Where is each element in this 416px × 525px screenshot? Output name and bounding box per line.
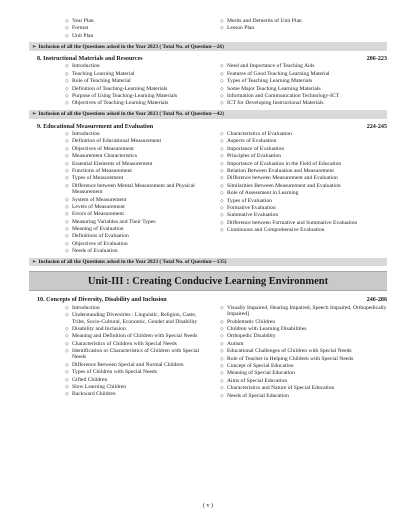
toc-entry	[220, 348, 387, 354]
toc-entry-text: Characteristics of Children with Special Needs	[72, 340, 177, 347]
diamond-bullet-icon: ◇	[220, 100, 224, 106]
chapter-9	[29, 124, 387, 267]
toc-entry	[65, 204, 202, 210]
diamond-bullet-icon: ◇	[65, 18, 69, 23]
toc-entry	[65, 391, 202, 397]
toc-entry-text: Needs of Evaluation	[72, 248, 118, 255]
diamond-bullet-icon: ◇	[220, 204, 224, 210]
chapter-9-left-list	[29, 131, 208, 256]
toc-entry	[220, 341, 387, 347]
toc-entry-text: Disability and Inclusion	[72, 325, 126, 332]
summary-text: Inclusion of all the Questions asked in the Year 2023 ( Total No. of Question—26)	[38, 43, 224, 50]
toc-entry	[220, 93, 387, 99]
toc-entry-text: Needs of Special Education	[227, 392, 289, 399]
diamond-bullet-icon: ◇	[220, 370, 224, 376]
toc-entry-text: Levels of Measurement	[72, 203, 125, 210]
diamond-bullet-icon: ◇	[220, 131, 224, 137]
toc-entry	[220, 356, 387, 362]
diamond-bullet-icon: ◇	[220, 333, 224, 339]
toc-entry	[65, 63, 202, 69]
chapter-title: 9. Educational Measurement and Evaluation	[37, 123, 154, 130]
chapter-10	[29, 297, 387, 399]
toc-entry-text: Types of Children with Special Needs	[72, 369, 157, 376]
toc-entry-text: Introduction	[72, 63, 100, 70]
toc-entry-text: Aspects of Evaluation	[227, 138, 277, 145]
diamond-bullet-icon: ◇	[65, 168, 69, 174]
toc-entry-text: Gifted Children	[72, 376, 108, 383]
page-number: ( v )	[203, 503, 213, 509]
toc-entry-text: Measurement Characteristics	[72, 153, 138, 160]
chapter-pages: 224-245	[366, 123, 387, 130]
toc-entry	[65, 153, 202, 159]
chapter-title: 10. Concepts of Diversity, Disability and Inclusion	[37, 297, 167, 304]
toc-entry	[65, 33, 202, 39]
diamond-bullet-icon: ◇	[220, 168, 224, 174]
diamond-bullet-icon: ◇	[220, 355, 224, 361]
toc-entry-text: Role of Teacher in Helping Children with Special Needs	[227, 355, 354, 362]
toc-entry-text: Role of Teaching Material	[72, 78, 131, 85]
diamond-bullet-icon: ◇	[220, 145, 224, 151]
toc-entry	[220, 86, 387, 92]
toc-entry	[65, 233, 202, 239]
toc-entry-text: Orthopedic Disability	[227, 333, 276, 340]
diamond-bullet-icon: ◇	[65, 70, 69, 76]
toc-entry-text: Summative Evaluation	[227, 212, 279, 219]
diamond-bullet-icon: ◇	[220, 219, 224, 225]
toc-entry-text: Essential Elements of Measurement	[72, 160, 153, 167]
diamond-bullet-icon: ◇	[220, 227, 224, 233]
toc-entry-text: Importance of Evaluation in the Field of Education	[227, 160, 342, 167]
toc-entry-text: Meaning and Definition of Children with Special Needs	[72, 333, 198, 340]
diamond-bullet-icon: ◇	[65, 145, 69, 151]
diamond-bullet-icon: ◇	[220, 362, 224, 368]
diamond-bullet-icon: ◇	[220, 25, 224, 31]
toc-entry	[220, 205, 387, 211]
toc-entry	[65, 183, 202, 196]
diamond-bullet-icon: ◇	[220, 93, 224, 99]
toc-entry-text: Objectives of Teaching-Learning Materials	[72, 100, 169, 107]
toc-entry	[65, 241, 202, 247]
chapter-9-right-list	[208, 131, 387, 256]
toc-entry	[220, 153, 387, 159]
chapter-7-right-list	[208, 18, 387, 40]
toc-entry-text: Difference between Measurement and Evaluation	[227, 175, 338, 182]
toc-entry-text: Slow Learning Children	[72, 384, 127, 391]
toc-entry-text: Importance of Evaluation	[227, 145, 285, 152]
toc-entry	[220, 168, 387, 174]
diamond-bullet-icon: ◇	[65, 63, 69, 69]
toc-entry-text: Meaning of Special Education	[227, 370, 295, 377]
toc-entry-text: Educational Challenges of Children with Special Needs	[227, 348, 352, 355]
toc-entry	[65, 219, 202, 225]
toc-entry-text: Formative Evaluation	[227, 204, 276, 211]
toc-entry-text: Role of Assessment in Learning	[227, 190, 299, 197]
toc-entry-text: Types of Teaching Learning Materials	[227, 78, 313, 85]
toc-entry-text: Introduction	[72, 304, 100, 311]
toc-entry	[220, 131, 387, 137]
diamond-bullet-icon: ◇	[65, 369, 69, 375]
toc-entry	[220, 393, 387, 399]
toc-entry-text: Autism	[227, 340, 244, 347]
toc-entry	[220, 63, 387, 69]
toc-entry-text: Introduction	[72, 131, 100, 138]
diamond-bullet-icon: ◇	[65, 160, 69, 166]
toc-entry	[220, 363, 387, 369]
toc-entry-text: Information and Communication Technology-ICT	[227, 93, 340, 100]
toc-entry	[220, 71, 387, 77]
toc-entry	[65, 175, 202, 181]
chapter-title: 8. Instructional Materials and Resources	[37, 55, 143, 62]
toc-entry	[65, 348, 202, 361]
toc-entry	[65, 93, 202, 99]
diamond-bullet-icon: ◇	[220, 63, 224, 69]
chapter-8	[29, 56, 387, 119]
toc-entry	[65, 71, 202, 77]
toc-entry-text: Errors of Measurement	[72, 211, 124, 218]
arrow-icon: ➢	[32, 111, 37, 118]
toc-entry-text: Need and Importance of Teaching Aids	[227, 63, 315, 70]
toc-entry-text: Purpose of Using Teaching-Learning Materials	[72, 93, 178, 100]
diamond-bullet-icon: ◇	[65, 131, 69, 137]
toc-entry	[65, 138, 202, 144]
toc-entry	[220, 378, 387, 384]
diamond-bullet-icon: ◇	[65, 376, 69, 382]
chapter-10-heading	[29, 297, 387, 303]
toc-entry	[65, 211, 202, 217]
toc-entry	[65, 341, 202, 347]
diamond-bullet-icon: ◇	[65, 78, 69, 84]
toc-entry	[65, 146, 202, 152]
toc-entry-text: Meaning of Evaluation	[72, 226, 124, 233]
toc-entry-text: Measuring Variables and Their Types	[72, 218, 156, 225]
diamond-bullet-icon: ◇	[220, 212, 224, 218]
diamond-bullet-icon: ◇	[65, 211, 69, 217]
diamond-bullet-icon: ◇	[65, 138, 69, 144]
toc-entry-text: Definitions of Evaluation	[72, 233, 129, 240]
chapter-8-left-list	[29, 63, 208, 107]
toc-entry-text: Year Plan	[72, 18, 94, 24]
toc-entry-text: Functions of Measurement	[72, 168, 132, 175]
toc-entry-text: Features of Good Teaching Learning Material	[227, 70, 330, 77]
toc-entry	[65, 226, 202, 232]
summary-text: Inclusion of all the Questions asked in the Year 2023 ( Total No. of Question—42)	[38, 111, 224, 118]
unit-banner: Unit-III : Creating Conducive Learning Environment	[29, 271, 387, 291]
toc-entry	[220, 319, 387, 325]
toc-entry	[220, 183, 387, 189]
toc-entry-text: Difference between Formative and Summative Evaluation	[227, 219, 358, 226]
toc-entry	[220, 175, 387, 181]
diamond-bullet-icon: ◇	[220, 197, 224, 203]
toc-entry-text: Aims of Special Education	[227, 377, 288, 384]
diamond-bullet-icon: ◇	[220, 153, 224, 159]
diamond-bullet-icon: ◇	[65, 218, 69, 224]
toc-entry-text: Concept of Special Education	[227, 362, 294, 369]
diamond-bullet-icon: ◇	[65, 100, 69, 106]
diamond-bullet-icon: ◇	[220, 385, 224, 391]
toc-entry-text: Visually Impaired, Hearing Impaired, Speech Impaired, Orthopedically Impaired]	[227, 304, 387, 318]
toc-entry	[65, 384, 202, 390]
diamond-bullet-icon: ◇	[65, 175, 69, 181]
toc-entry	[65, 86, 202, 92]
diamond-bullet-icon: ◇	[65, 25, 69, 31]
toc-entry-text: Teaching Learning Material	[72, 70, 135, 77]
toc-entry	[220, 227, 387, 233]
chapter-8-question-summary	[29, 110, 387, 119]
diamond-bullet-icon: ◇	[220, 138, 224, 144]
toc-entry	[220, 326, 387, 332]
toc-entry	[65, 161, 202, 167]
toc-entry-text: Lesson Plan	[227, 25, 255, 32]
toc-entry-text: ICT for Developing Instructional Materials	[227, 100, 324, 107]
toc-entry-text: Characteristics of Evaluation	[227, 131, 292, 138]
diamond-bullet-icon: ◇	[65, 348, 69, 354]
chapter-10-right-list	[208, 305, 387, 400]
diamond-bullet-icon: ◇	[65, 182, 69, 188]
summary-text: Inclusion of all the Questions asked in the Year 2023 ( Total No. of Question—135)	[38, 259, 227, 266]
diamond-bullet-icon: ◇	[220, 78, 224, 84]
chapter-pages: 246-286	[366, 297, 387, 304]
toc-entry	[65, 326, 202, 332]
toc-entry-text: Backward Children	[72, 391, 116, 398]
diamond-bullet-icon: ◇	[220, 190, 224, 196]
toc-entry	[65, 305, 202, 311]
diamond-bullet-icon: ◇	[65, 196, 69, 202]
diamond-bullet-icon: ◇	[65, 340, 69, 346]
diamond-bullet-icon: ◇	[65, 85, 69, 91]
toc-entry	[65, 168, 202, 174]
toc-entry	[220, 333, 387, 339]
diamond-bullet-icon: ◇	[65, 304, 69, 310]
toc-entry-text: Types of Measurement	[72, 175, 124, 182]
toc-entry	[220, 385, 387, 391]
diamond-bullet-icon: ◇	[220, 182, 224, 188]
diamond-bullet-icon: ◇	[65, 384, 69, 390]
toc-entry-text: System of Measurement	[72, 196, 127, 203]
diamond-bullet-icon: ◇	[65, 233, 69, 239]
diamond-bullet-icon: ◇	[220, 325, 224, 331]
arrow-icon: ➢	[32, 259, 37, 266]
diamond-bullet-icon: ◇	[220, 340, 224, 346]
chapter-8-right-list	[208, 63, 387, 107]
chapter-8-heading	[29, 56, 387, 62]
toc-entry-text: Definition of Educational Measurement	[72, 138, 162, 145]
toc-entry-text: Understanding Diversities : Linguistic, Religion, Caste, Tribe, Socio-Cultural, Economic, Gender and Disability	[72, 312, 198, 325]
toc-entry-text: Difference Between Special and Normal Children	[72, 361, 184, 368]
chapter-9-heading	[29, 124, 387, 130]
diamond-bullet-icon: ◇	[65, 361, 69, 367]
diamond-bullet-icon: ◇	[220, 304, 224, 310]
toc-entry	[65, 25, 202, 31]
diamond-bullet-icon: ◇	[220, 348, 224, 354]
toc-entry	[65, 377, 202, 383]
chapter-9-question-summary	[29, 258, 387, 267]
toc-entry	[65, 248, 202, 254]
toc-entry-text: Identification or Characteristics of Children with Special Needs	[72, 348, 200, 361]
diamond-bullet-icon: ◇	[65, 248, 69, 254]
diamond-bullet-icon: ◇	[220, 160, 224, 166]
toc-entry	[65, 362, 202, 368]
diamond-bullet-icon: ◇	[65, 325, 69, 331]
diamond-bullet-icon: ◇	[65, 240, 69, 246]
toc-entry	[220, 18, 387, 24]
toc-entry	[65, 78, 202, 84]
toc-entry-text: Unit Plan	[72, 32, 94, 39]
chapter-7-left-list	[29, 18, 208, 40]
chapter-7-tail	[29, 18, 387, 51]
diamond-bullet-icon: ◇	[65, 153, 69, 159]
toc-entry	[65, 369, 202, 375]
diamond-bullet-icon: ◇	[65, 32, 69, 38]
toc-entry	[220, 305, 387, 318]
toc-entry-text: Relation Between Evaluation and Measurement	[227, 168, 334, 175]
toc-entry	[220, 25, 387, 31]
chapter-7-question-summary	[29, 42, 387, 51]
toc-entry	[220, 220, 387, 226]
toc-entry-text: Continuous and Comprehensive Evaluation	[227, 227, 325, 234]
toc-entry-text: Problematic Children	[227, 318, 276, 325]
toc-entry	[65, 312, 202, 325]
diamond-bullet-icon: ◇	[220, 392, 224, 398]
diamond-bullet-icon: ◇	[220, 70, 224, 76]
toc-entry	[220, 190, 387, 196]
toc-entry-text: Definition of Teaching-Learning Materials	[72, 85, 168, 92]
toc-entry-text: Objectives of Evaluation	[72, 240, 128, 247]
toc-entry	[220, 198, 387, 204]
chapter-pages: 206-223	[366, 55, 387, 62]
toc-entry-text: Characteristics and Nature of Special Education	[227, 385, 335, 392]
toc-entry-text: Objectives of Measurement	[72, 145, 134, 152]
toc-entry-text: Children with Learning Disabilities	[227, 325, 307, 332]
toc-entry	[65, 197, 202, 203]
toc-entry-text: Merits and Demerits of Unit Plan	[227, 18, 302, 24]
toc-entry	[65, 18, 202, 24]
toc-entry-text: Some Major Teaching Learning Materials	[227, 85, 321, 92]
toc-entry-text: Types of Evaluation	[227, 197, 272, 204]
chapter-10-left-list	[29, 305, 208, 400]
toc-entry	[220, 146, 387, 152]
diamond-bullet-icon: ◇	[65, 391, 69, 397]
diamond-bullet-icon: ◇	[220, 318, 224, 324]
toc-entry	[65, 131, 202, 137]
diamond-bullet-icon: ◇	[65, 312, 69, 318]
diamond-bullet-icon: ◇	[65, 93, 69, 99]
diamond-bullet-icon: ◇	[65, 226, 69, 232]
toc-entry-text: Difference between Mental Measurement and Physical Measurement	[72, 182, 195, 196]
diamond-bullet-icon: ◇	[220, 175, 224, 181]
diamond-bullet-icon: ◇	[220, 377, 224, 383]
diamond-bullet-icon: ◇	[220, 85, 224, 91]
toc-entry	[220, 161, 387, 167]
diamond-bullet-icon: ◇	[65, 333, 69, 339]
toc-entry	[220, 138, 387, 144]
toc-entry	[220, 100, 387, 106]
toc-entry	[220, 212, 387, 218]
toc-entry-text: Principles of Evaluation	[227, 153, 282, 160]
diamond-bullet-icon: ◇	[220, 18, 224, 23]
toc-entry-text: Similarities Between Measurement and Evaluation	[227, 182, 341, 189]
toc-entry	[65, 100, 202, 106]
toc-entry	[65, 333, 202, 339]
toc-entry	[220, 370, 387, 376]
diamond-bullet-icon: ◇	[65, 203, 69, 209]
arrow-icon: ➢	[32, 43, 37, 50]
toc-entry-text: Format	[72, 25, 89, 32]
toc-entry	[220, 78, 387, 84]
